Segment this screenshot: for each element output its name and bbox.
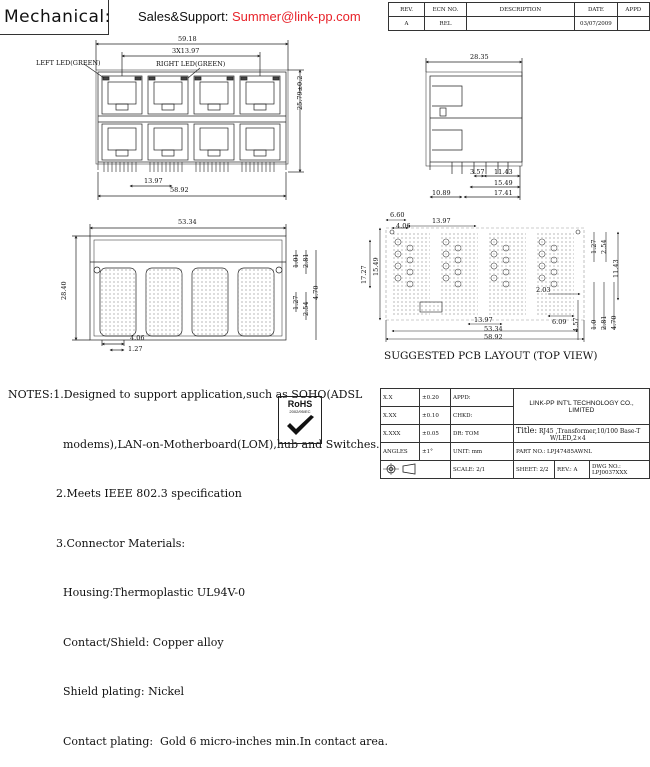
side-body bbox=[430, 76, 522, 162]
dim-pcb-406: 4.06 bbox=[396, 222, 411, 230]
rev-cell: A bbox=[389, 17, 425, 31]
notes-line bbox=[8, 387, 388, 404]
title-label: Title: bbox=[516, 425, 538, 435]
notes-line bbox=[8, 486, 388, 503]
dim-pcb-b1397: 13.97 bbox=[474, 316, 493, 324]
dim-pcb-1549: 15.49 bbox=[372, 257, 380, 276]
unit-label: UNIT: bbox=[453, 448, 470, 455]
dim-front-bottom-pitch: 13.97 bbox=[144, 177, 163, 185]
right-led-label: RIGHT LED(GREEN) bbox=[156, 60, 226, 68]
tol-xx-val: ±0.10 bbox=[422, 412, 439, 419]
dim-pcb-470: 4.70 bbox=[610, 315, 618, 330]
notes-line bbox=[8, 635, 388, 652]
dwg-label: DWG NO.: bbox=[592, 463, 621, 470]
lower-ports bbox=[102, 124, 280, 160]
tol-xx: X.XX bbox=[383, 412, 397, 419]
notes-block bbox=[8, 354, 388, 767]
note-3-housing: Housing:Thermoplastic UL94V-0 bbox=[56, 586, 246, 599]
bottom-view bbox=[72, 224, 316, 350]
scale-label: SCALE: bbox=[453, 466, 475, 473]
angles-label: ANGLES bbox=[383, 448, 408, 455]
front-pins bbox=[98, 162, 286, 172]
rev-value: A bbox=[573, 466, 578, 473]
dwg-value: LPJ0037XXX bbox=[592, 469, 628, 476]
pcb-hole-field bbox=[392, 232, 574, 316]
sales-label: Sales&Support: bbox=[138, 9, 232, 24]
note-3-plating: Contact plating: Gold 6 micro-inches min.In contact area. bbox=[56, 734, 388, 748]
dim-bottom-b1: 4.06 bbox=[130, 334, 145, 342]
appd-header: APPD bbox=[617, 3, 649, 17]
chkd-label: CHKD: bbox=[453, 412, 473, 419]
dim-pcb-b5892: 58.92 bbox=[484, 333, 503, 341]
dim-bottom-r3: 1.27 bbox=[292, 295, 300, 310]
dim-bottom-r1: 1.01 bbox=[292, 253, 300, 268]
projection-symbol-icon bbox=[383, 463, 423, 475]
upper-ports bbox=[102, 76, 280, 114]
dim-pcb-254: 2.54 bbox=[600, 239, 608, 254]
dim-bottom-b2: 1.27 bbox=[128, 345, 143, 353]
dim-pcb-660: 6.60 bbox=[390, 211, 405, 219]
dr-value: TOM bbox=[465, 430, 479, 437]
dim-front-height: 25.79±0.2 bbox=[296, 75, 304, 110]
dim-pcb-457: 4.57 bbox=[572, 317, 580, 332]
dim-side-d: 17.41 bbox=[494, 189, 513, 197]
dim-pcb-b5334: 53.34 bbox=[484, 325, 503, 333]
dim-side-depth: 28.35 bbox=[470, 53, 489, 61]
dim-side-c: 15.49 bbox=[494, 179, 513, 187]
notes-line bbox=[8, 536, 388, 553]
dim-bottom-r2: 2.81 bbox=[302, 253, 310, 268]
part-label: PART NO.: bbox=[516, 448, 546, 455]
note-2: 2.Meets IEEE 802.3 specification bbox=[56, 487, 242, 500]
note-1-cont: modems),LAN-on-Motherboard(LOM),hub and Switches. bbox=[56, 437, 380, 451]
dim-pcb-203: 2.03 bbox=[536, 286, 551, 294]
part-number: LPJ47485AWNL bbox=[546, 448, 592, 455]
dim-pcb-10: 1.0 bbox=[590, 319, 598, 330]
dim-bottom-height: 28.40 bbox=[60, 281, 68, 300]
dim-pcb-1727: 17.27 bbox=[360, 265, 368, 284]
rev-label: REV.: bbox=[557, 466, 572, 473]
dim-side-a: 3.57 bbox=[470, 168, 485, 176]
pcb-layout bbox=[370, 220, 618, 342]
dim-pcb-609: 6.09 bbox=[552, 318, 567, 326]
front-housing bbox=[98, 72, 286, 162]
sheet-value: 2/2 bbox=[539, 466, 549, 473]
notes-line bbox=[8, 684, 388, 701]
note-3: 3.Connector Materials: bbox=[56, 536, 186, 550]
pcb-layout-title: SUGGESTED PCB LAYOUT (TOP VIEW) bbox=[384, 350, 598, 362]
description-header: DESCRIPTION bbox=[466, 3, 574, 17]
tol-xxx-val: ±0.05 bbox=[422, 430, 439, 437]
rohs-label: RoHS bbox=[287, 399, 313, 409]
dim-pcb-1143: 11.43 bbox=[612, 259, 620, 278]
dim-side-e: 10.89 bbox=[432, 189, 451, 197]
dim-pcb-127: 1.27 bbox=[590, 239, 598, 254]
unit-value: mm bbox=[471, 448, 483, 455]
ecn-header: ECN NO. bbox=[425, 3, 467, 17]
dim-bottom-r4: 2.54 bbox=[302, 301, 310, 316]
dim-side-b: 11.43 bbox=[494, 168, 513, 176]
date-header: DATE bbox=[575, 3, 618, 17]
note-1: 1.Designed to support application,such as SOHO(ADSL bbox=[53, 388, 363, 401]
angles-val: ±1° bbox=[422, 448, 433, 455]
dr-label: DR: bbox=[453, 430, 464, 437]
notes-line bbox=[8, 734, 388, 751]
page-title: Mechanical: bbox=[4, 7, 111, 27]
notes-prefix: NOTES: bbox=[8, 388, 54, 401]
appd-label: APPD: bbox=[453, 394, 471, 401]
sheet-label: SHEET: bbox=[516, 466, 538, 473]
bottom-pin-blocks bbox=[100, 268, 274, 336]
notes-line bbox=[8, 437, 388, 454]
tol-x: X.X bbox=[383, 394, 393, 401]
title-line1: RJ45 ,Transformer,10/100 Base-T bbox=[539, 427, 641, 435]
tb-row-1 bbox=[381, 389, 650, 407]
dim-bottom-width: 53.34 bbox=[178, 218, 197, 226]
title-line2: W/LED,2×4 bbox=[550, 434, 586, 442]
dim-front-overall: 59.18 bbox=[178, 35, 197, 43]
dim-front-pitch: 3X13.97 bbox=[172, 47, 200, 55]
rev-header: REV. bbox=[389, 3, 425, 17]
note-3-shield: Shield plating: Nickel bbox=[56, 685, 185, 698]
ecn-cell: REL bbox=[425, 17, 467, 31]
notes-line bbox=[8, 585, 388, 602]
sales-email[interactable]: Summer@link-pp.com bbox=[231, 9, 361, 24]
dim-front-bottom-overall: 58.92 bbox=[170, 186, 189, 194]
note-3-contact: Contact/Shield: Copper alloy bbox=[56, 635, 224, 649]
dim-bottom-r5: 4.70 bbox=[312, 285, 320, 300]
title-block bbox=[380, 388, 650, 479]
tol-xxx: X.XXX bbox=[383, 430, 401, 437]
date-cell: 03/07/2009 bbox=[575, 17, 618, 31]
tol-x-val: ±0.20 bbox=[422, 394, 439, 401]
rohs-sub: 2002/95/EC bbox=[289, 409, 311, 414]
scale-value: 2/1 bbox=[476, 466, 486, 473]
tb-row-4 bbox=[381, 443, 650, 461]
dim-pcb-1397-top: 13.97 bbox=[432, 217, 451, 225]
dim-pcb-281: 2.81 bbox=[600, 315, 608, 330]
tb-row-3 bbox=[381, 425, 650, 443]
checkmark-icon bbox=[283, 414, 317, 438]
rohs-badge bbox=[278, 396, 322, 444]
company-name: LINK-PP INT'L TECHNOLOGY CO., LIMITED bbox=[529, 399, 634, 414]
left-led-label: LEFT LED(GREEN) bbox=[36, 59, 101, 67]
tb-row-5 bbox=[381, 461, 650, 479]
